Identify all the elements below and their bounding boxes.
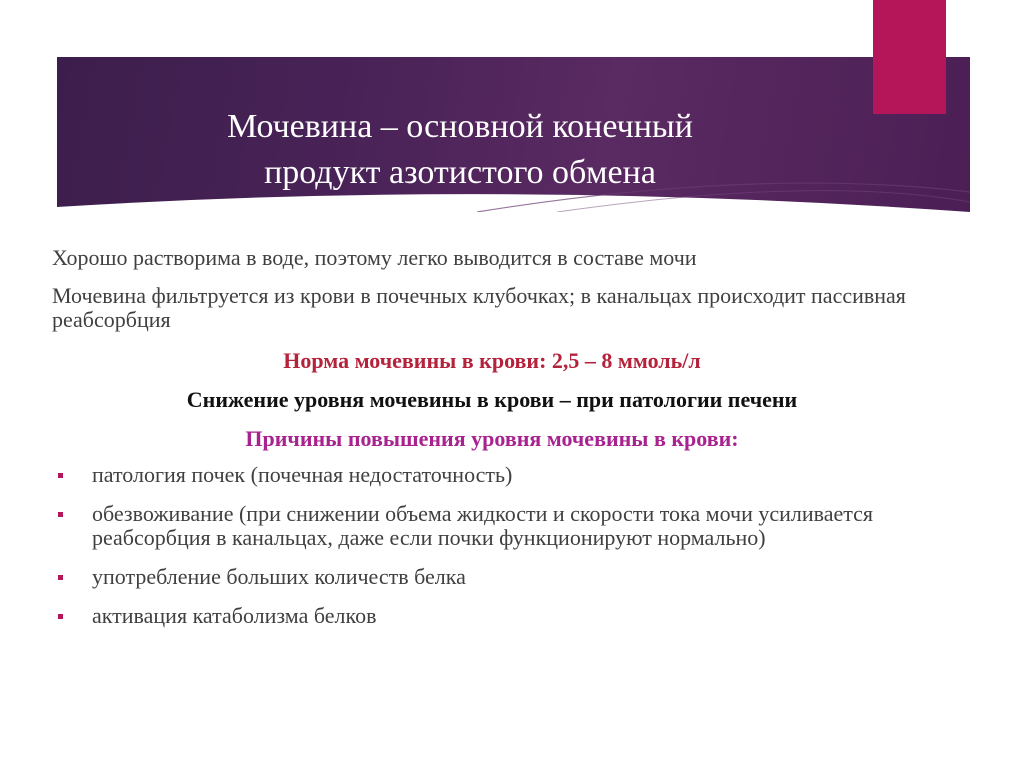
title-line-1: Мочевина – основной конечный bbox=[227, 108, 693, 145]
paragraph-solubility: Хорошо растворима в воде, поэтому легко выводится в составе мочи bbox=[52, 245, 697, 270]
list-item bbox=[52, 502, 932, 550]
decrease-line: Снижение уровня мочевины в крови – при патологии печени bbox=[186, 387, 798, 412]
accent-rectangle bbox=[873, 0, 946, 114]
list-item-text: патология почек (почечная недостаточность) bbox=[92, 462, 513, 487]
reasons-list bbox=[52, 463, 932, 628]
slide-content bbox=[52, 246, 932, 643]
list-item-text: употребление больших количеств белка bbox=[92, 564, 466, 589]
slide-title bbox=[150, 104, 770, 196]
norm-line: Норма мочевины в крови: 2,5 – 8 ммоль/л bbox=[283, 348, 701, 373]
list-item bbox=[52, 565, 932, 589]
list-item bbox=[52, 604, 932, 628]
square-bullet-icon bbox=[58, 614, 63, 619]
list-item-text: обезвоживание (при снижении объема жидкости и скорости тока мочи усиливается реабсорбция в канальцах, даже если почки функционируют нормально) bbox=[92, 501, 874, 550]
square-bullet-icon bbox=[58, 473, 63, 478]
list-item bbox=[52, 463, 932, 487]
reasons-heading: Причины повышения уровня мочевины в крови: bbox=[245, 426, 739, 451]
list-item-text: активация катаболизма белков bbox=[92, 603, 377, 628]
paragraph-filtration: Мочевина фильтруется из крови в почечных клубочках; в канальцах происходит пассивная реабсорбция bbox=[52, 283, 906, 332]
square-bullet-icon bbox=[58, 512, 63, 517]
square-bullet-icon bbox=[58, 575, 63, 580]
title-line-2: продукт азотистого обмена bbox=[264, 154, 656, 191]
